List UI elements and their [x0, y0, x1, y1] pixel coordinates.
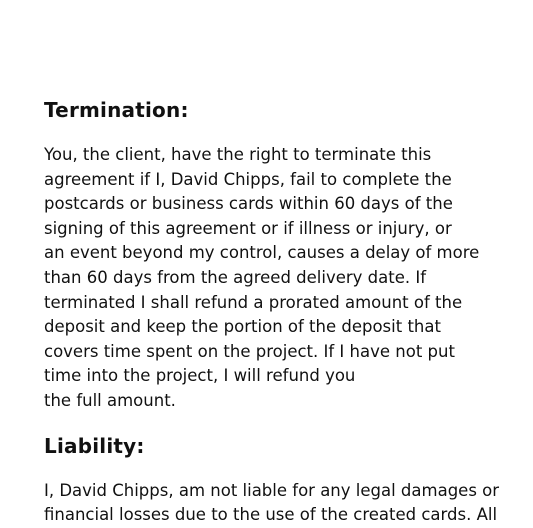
termination-heading: Termination:: [44, 98, 189, 122]
text-line: deposit and keep the portion of the deposit that: [44, 317, 441, 337]
liability-heading: Liability:: [44, 433, 145, 458]
text-line: financial losses due to the use of the created cards. All: [44, 505, 498, 525]
termination-paragraph: [44, 143, 514, 414]
text-line: an event beyond my control, causes a delay of more: [44, 243, 480, 263]
text-line: agreement if I, David Chipps, fail to complete the: [44, 169, 452, 189]
text-line: postcards or business cards within 60 days of the: [44, 194, 453, 214]
text-line: signing of this agreement or if illness or injury, or: [44, 218, 452, 238]
text-line: time into the project, I will refund you: [44, 366, 356, 386]
text-line: You, the client, have the right to terminate this: [44, 145, 432, 164]
text-line: the full amount.: [44, 390, 176, 410]
text-line: covers time spent on the project. If I have not put: [44, 341, 455, 361]
text-line: than 60 days from the agreed delivery date. If: [44, 267, 427, 287]
text-line: terminated I shall refund a prorated amount of the: [44, 292, 463, 312]
text-line: I, David Chipps, am not liable for any legal damages or: [44, 480, 500, 500]
document-page: [44, 96, 514, 528]
liability-paragraph: [44, 479, 514, 528]
